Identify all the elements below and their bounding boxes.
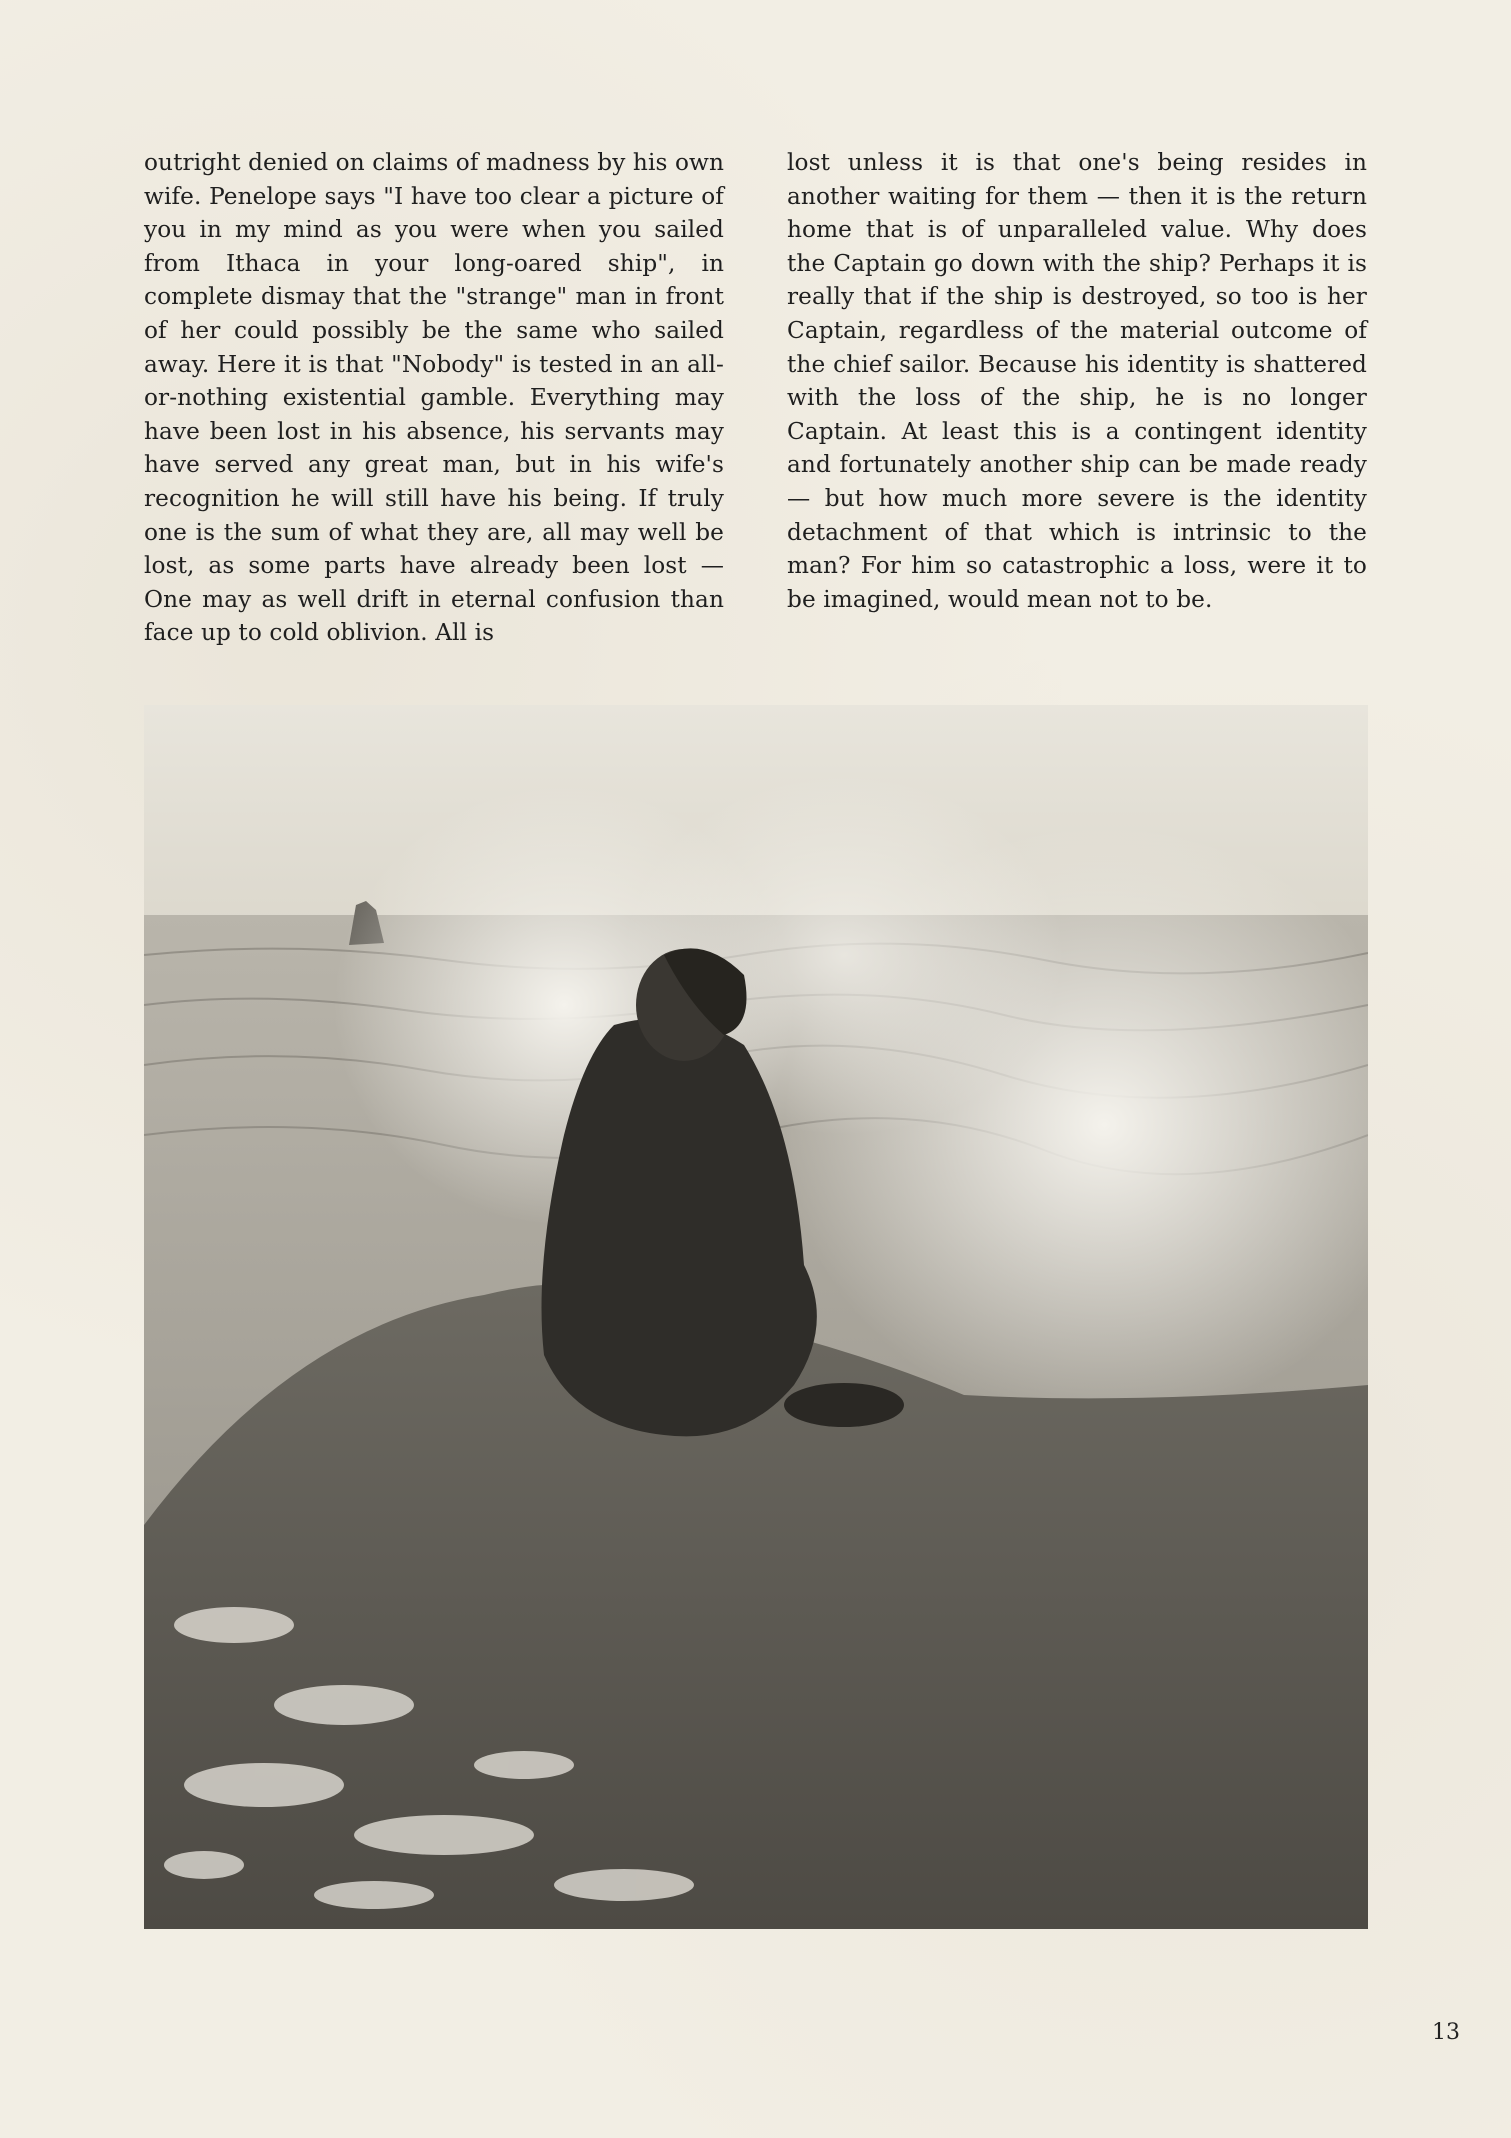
body-paragraph-left: outright denied on claims of madness by his own wife. Penelope says "I have too clear a picture of you in my mind as you were when you sailed from Ithaca in your long-oared ship", in complete dismay that the "strange" man in front of her could possibly be the same who sailed away. Here it is that "Nobody" is tested in an all-or-nothing existential gamble. Everything may have been lost in his absence, his servants may have served any great man, but in his wife's recognition he will still have his being. If truly one is the sum of what they are, all may well be lost, as some parts have already been lost — One may as well drift in eternal confusion than face up to cold oblivion. All is	[144, 149, 724, 647]
illustration-figure-on-rock	[144, 705, 1368, 1929]
illustration-svg	[144, 705, 1368, 1929]
body-paragraph-right: lost unless it is that one's being resides in another waiting for them — then it is the return home that is of unparalleled value. Why does the Captain go down with the ship? Perhaps it is really that if the ship is destroyed, so too is her Captain, regardless of the material outcome of the chief sailor. Because his identity is shattered with the loss of the ship, he is no longer Captain. At least this is a contingent identity and fortunately another ship can be made ready — but how much more severe is the identity detachment of that which is intrinsic to the man? For him so catastrophic a loss, were it to be imagined, would mean not to be.	[787, 149, 1367, 613]
page-number: 13	[1432, 2020, 1460, 2045]
text-column-right	[787, 146, 1367, 616]
text-column-left	[144, 146, 724, 650]
